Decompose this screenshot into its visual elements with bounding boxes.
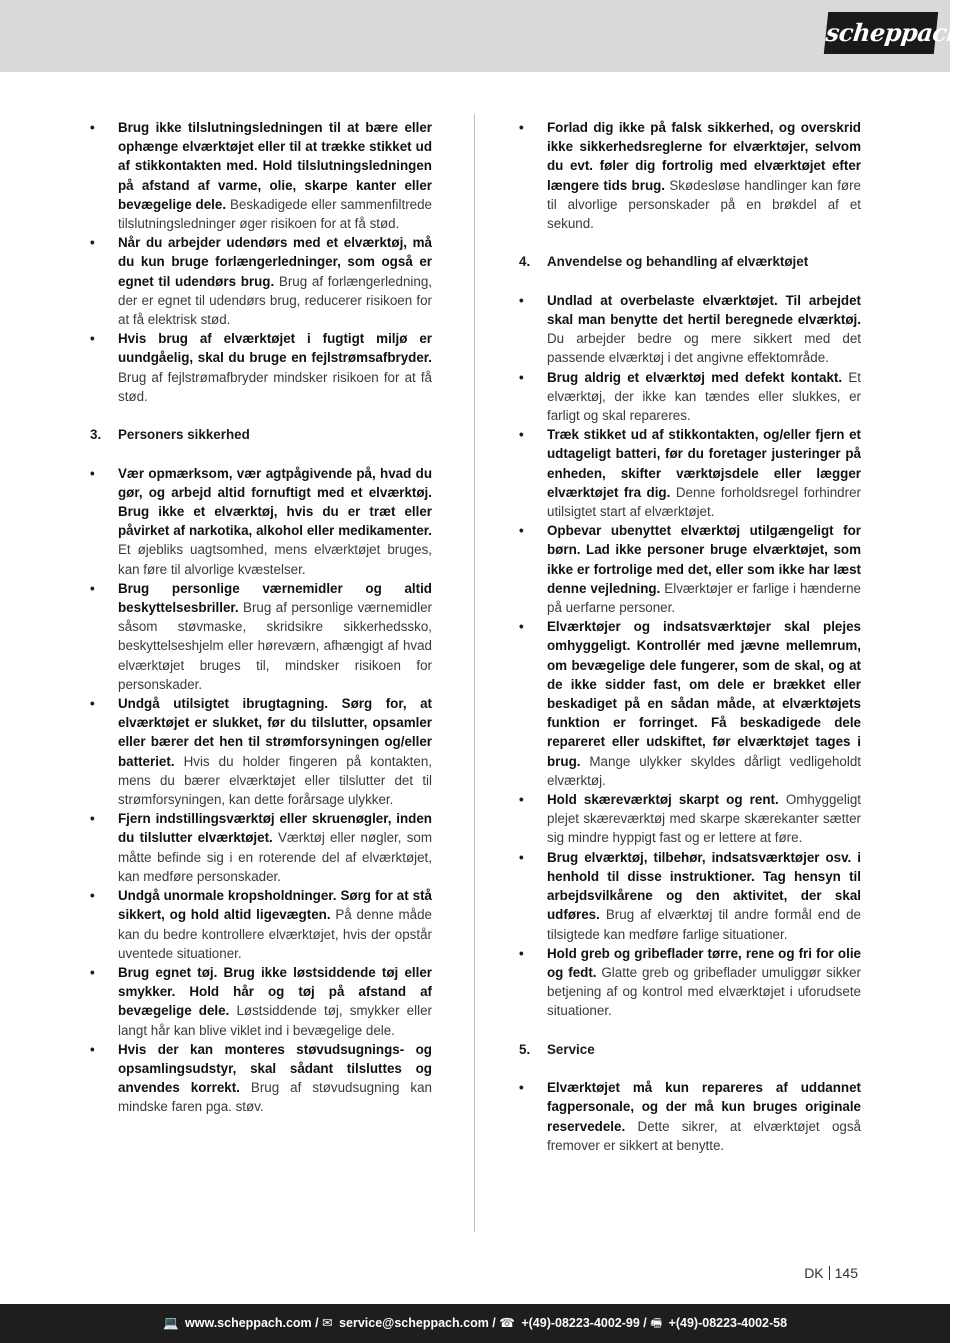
bullet-bold-text: Undgå utilsigtet ibrugtagning. Sørg for, at elværktøjet er slukket, før du tilslutter, opsamler eller bærer det hen til strømforsyningen og/eller batteriet. [118, 696, 432, 769]
bullet-icon: • [90, 964, 95, 980]
paragraph-gap [90, 444, 432, 463]
bullet-body-text: Værktøj eller nøgler, som måtte befinde sig i en roterende del af elværktøjet, kan medføre personskader. [118, 830, 432, 884]
bullet-bold-text: Hold skæreværktøj skarpt og rent. [547, 792, 779, 808]
bullet-body-text: Dette sikrer, at elværktøjet også fremover er sikkert at benytte. [547, 1118, 861, 1153]
section-title: Personers sikkerhed [118, 427, 250, 443]
bullet-item [519, 118, 861, 233]
bullet-body-text: Løstsiddende tøj, smykker eller langt hår kan blive viklet ind i bevægelige dele. [118, 1003, 432, 1038]
bullet-body-text: Brug af elværktøj til andre formål end de tilsigtede kan medføre farlige situationer. [547, 907, 861, 942]
right-column [519, 118, 861, 1155]
bullet-item [519, 291, 861, 368]
bullet-body-text: Denne forholdsregel forhindrer utilsigtet start af elværktøjet. [547, 484, 861, 520]
bullet-bold-text: Undlad at overbelaste elværktøjet. Til arbejdet skal man benytte det hertil beregnede elværktøj. [547, 292, 861, 327]
bullet-body-text: Et øjebliks uagtsomhed, mens elværktøjet bruges, kan føre til alvorlige kvæstelser. [118, 542, 432, 577]
bullet-item [519, 1078, 861, 1155]
bullet-bold-text: Brug personlige værnemidler og altid beskyttelsesbriller. [118, 580, 432, 616]
section-number: 3. [90, 427, 102, 443]
bullet-item [90, 963, 432, 1040]
bullet-item [519, 790, 861, 848]
bullet-bold-text: Hvis der kan monteres støvudsugnings- og opsamlingsudstyr, skal sådant tilsluttes og anvendes korrekt. [118, 1041, 432, 1096]
bullet-item [90, 579, 432, 694]
scheppach-logo: scheppach [824, 12, 938, 54]
bullet-icon: • [90, 120, 95, 135]
bullet-icon: • [90, 811, 95, 827]
bullet-body-text: Brug af fejlstrømafbryder mindsker risikoen for at få stød. [118, 369, 432, 404]
computer-icon: 💻 [162, 1316, 179, 1330]
bullet-icon: • [90, 465, 95, 481]
left-column [90, 118, 432, 1117]
bullet-icon: • [90, 888, 95, 904]
bullet-body-text: Brug af personlige værnemidler såsom støvmaske, skridsikre sikkerhedssko, beskyttelseshjelm eller høreværn, afhængigt af hvad elværktøjet bruges til, mindsker risikoen for personskader. [118, 600, 432, 692]
bullet-icon: • [519, 292, 524, 308]
bullet-bold-text: Vær opmærksom, vær agtpågivende på, hvad du gør, og arbejd altid fornuftigt med et elværktøj. Brug ikke et elværktøj, hvis du er træt eller påvirket af narkotika, alkohol eller medikamenter. [118, 465, 432, 539]
bullet-body-text: På denne måde kan du bedre kontrollere elværktøjet, hvis der opstår uventede situationer. [118, 907, 432, 961]
bullet-bold-text: Opbevar ubenyttet elværktøj utilgængeligt for børn. Lad ikke personer bruge elværktøjet, som ikke er fortrolige med det, eller som ikke har læst denne vejledning. [547, 523, 861, 596]
bullet-icon: • [519, 1080, 524, 1096]
bullet-item [90, 886, 432, 963]
page-footer [0, 1304, 950, 1343]
bullet-icon: • [90, 331, 95, 347]
section-heading [519, 1040, 861, 1059]
page-number-separator [829, 1266, 830, 1280]
phone-icon: ☎ [499, 1316, 515, 1330]
bullet-body-text: Mange ulykker skyldes dårligt vedligeholdt elværktøj. [547, 753, 861, 788]
section-number: 4. [519, 254, 531, 270]
bullet-body-text: Elværktøjer er farlige i hænderne på uerfarne personer. [547, 580, 861, 616]
footer-fax: +(49)-08223-4002-58 [668, 1316, 788, 1330]
bullet-bold-text: Elværktøjet må kun repareres af uddannet fagpersonale, og der må kun bruges originale reservedele. [547, 1080, 861, 1134]
footer-website: www.scheppach.com / [185, 1316, 319, 1330]
section-title: Anvendelse og behandling af elværktøjet [547, 254, 809, 270]
footer-email: service@scheppach.com / [339, 1316, 496, 1330]
footer-phone: +(49)-08223-4002-99 / [521, 1316, 647, 1330]
bullet-body-text: Hvis du holder fingeren på kontakten, mens du bærer elværktøjet eller tilslutter det til strømforsyningen, kan dette forårsage ulykker. [118, 753, 432, 808]
bullet-body-text: Skødesløse handlinger kan føre til alvorlige personskader på en brøkdel af et sekund. [547, 177, 862, 232]
paragraph-gap [519, 272, 861, 291]
bullet-body-text: Brug af støvudsugning kan mindske faren pga. støv. [118, 1080, 432, 1115]
bullet-item [90, 809, 432, 886]
bullet-body-text: Brug af forlængerledning, der er egnet til udendørs brug, reducerer risikoen for at få elektrisk stød. [118, 273, 432, 328]
bullet-icon: • [519, 523, 524, 539]
bullet-bold-text: Hvis brug af elværktøjet i fugtigt miljø er uundgåelig, skal du bruge en fejlstrømsafbryder. [118, 331, 432, 366]
bullet-icon: • [90, 235, 95, 251]
bullet-icon: • [519, 369, 524, 385]
bullet-bold-text: Hold greb og gribeflader tørre, rene og fri for olie og fedt. [547, 945, 861, 980]
section-title: Service [547, 1041, 595, 1057]
bullet-item [519, 944, 861, 1021]
fax-icon: 🖷 [650, 1316, 663, 1330]
paragraph-gap [519, 1059, 861, 1078]
bullet-item [519, 617, 861, 790]
bullet-icon: • [519, 427, 524, 443]
language-code: DK [804, 1265, 824, 1281]
section-number: 5. [519, 1041, 531, 1057]
bullet-bold-text: Træk stikket ud af stikkontakten, og/eller fjern et udtageligt batteri, før du foretager justeringer på enheden, skifter værktøjsdele eller lægger elværktøjet fra dig. [547, 427, 861, 500]
paragraph-gap [90, 406, 432, 425]
bullet-item [519, 521, 861, 617]
bullet-body-text: Et elværktøj, der ikke kan tændes eller slukkes, er farligt og skal repareres. [547, 369, 861, 424]
bullet-bold-text: Brug aldrig et elværktøj med defekt kontakt. [547, 369, 843, 385]
bullet-item [90, 464, 432, 579]
bullet-bold-text: Fjern indstillingsværktøj eller skruenøgler, inden du tilslutter elværktøjet. [118, 811, 432, 846]
bullet-icon: • [90, 580, 95, 596]
bullet-icon: • [90, 696, 95, 712]
envelope-icon: ✉ [322, 1316, 333, 1330]
section-heading [519, 252, 861, 271]
bullet-icon: • [519, 619, 524, 635]
bullet-icon: • [519, 792, 524, 808]
bullet-bold-text: Forlad dig ikke på falsk sikkerhed, og overskrid ikke sikkerhedsreglerne for elværktøjer, selvom du evt. føler dig fortrolig med elværktøjet efter længere tids brug. [547, 120, 861, 193]
paragraph-gap [519, 1021, 861, 1040]
bullet-bold-text: Brug egnet tøj. Brug ikke løstsiddende tøj eller smykker. Hold hår og tøj på afstand af bevægelige dele. [118, 964, 432, 1019]
bullet-item [519, 425, 861, 521]
column-divider [474, 114, 475, 1232]
page-header [0, 0, 966, 72]
bullet-item [90, 329, 432, 406]
bullet-bold-text: Elværktøjer og indsatsværktøjer skal plejes omhyggeligt. Kontrollér med jævne mellemrum, om bevægelige dele fungerer, som de skal, og at de ikke sidder fast, om dele er brækket eller beskadiget på en sådan måde, at elværktøjets funktion er forringet. Få beskadigede dele repareret eller udskiftet, før elværktøjet tages i brug. [547, 619, 861, 769]
bullet-body-text: Glatte greb og gribeflader umuliggør sikker betjening af og kontrol med elværktøjet i uforudsete situationer. [547, 964, 861, 1019]
page-number-value: 145 [834, 1265, 858, 1281]
bullet-bold-text: Når du arbejder udendørs med et elværktøj, må du kun bruge forlængerledninger, som også er egnet til udendørs brug. [118, 235, 432, 289]
bullet-item [519, 368, 861, 426]
bullet-icon: • [519, 945, 524, 961]
paragraph-gap [519, 233, 861, 252]
bullet-item [90, 1040, 432, 1117]
bullet-item [90, 694, 432, 809]
bullet-body-text: Omhyggeligt plejet skæreværktøj med skarpe skærekanter sætter sig mindre hyppigt fast og er lettere at føre. [547, 792, 861, 846]
bullet-icon: • [519, 849, 524, 865]
bullet-icon: • [90, 1041, 95, 1057]
section-heading [90, 425, 432, 444]
bullet-bold-text: Brug elværktøj, tilbehør, indsatsværktøjer osv. i henhold til disse instruktioner. Tag hensyn til arbejdsvilkårene og den aktivitet, der skal udføres. [547, 849, 861, 923]
bullet-item [90, 233, 432, 329]
bullet-bold-text: Undgå unormale kropsholdninger. Sørg for at stå sikkert, og hold altid ligevægten. [118, 888, 432, 923]
bullet-body-text: Beskadigede eller sammenfiltrede tilslutningsledninger øger risikoen for at få stød. [118, 196, 432, 232]
bullet-item [90, 118, 432, 233]
page-number [804, 1265, 858, 1281]
bullet-icon: • [519, 120, 524, 135]
bullet-body-text: Du arbejder bedre og mere sikkert med det passende elværktøj i det angivne effektområde. [547, 331, 861, 366]
bullet-bold-text: Brug ikke tilslutningsledningen til at bære eller ophænge elværktøjet eller til at trække stikket ud af stikkontakten med. Hold tilslutningsledningen på afstand af varme, olie, skarpe kanter eller bevægelige dele. [118, 120, 432, 212]
bullet-item [519, 848, 861, 944]
